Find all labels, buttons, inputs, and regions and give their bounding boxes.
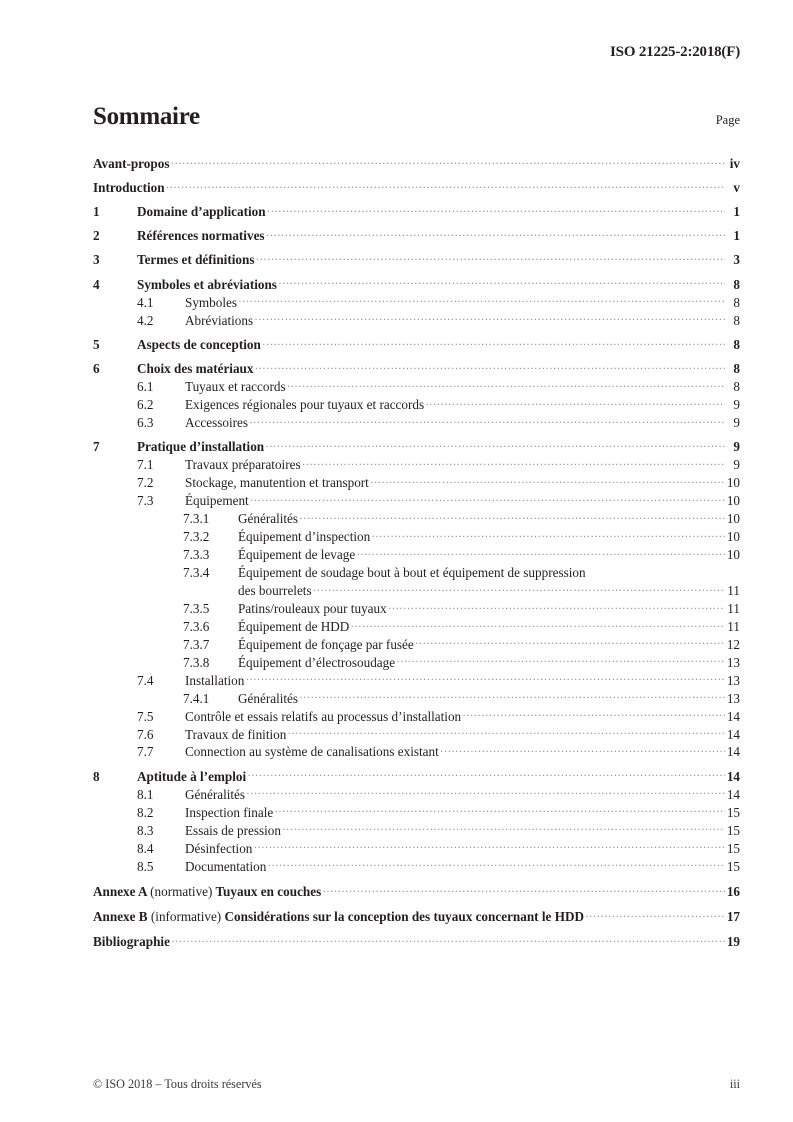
toc-entry-6-3[interactable] — [93, 414, 740, 430]
toc-entry-label: Patins/rouleaux pour tuyaux — [238, 600, 387, 616]
toc-entry-number: 2 — [93, 228, 100, 244]
toc-entry-page: 15 — [726, 804, 740, 820]
toc-leader-dots — [275, 803, 725, 816]
toc-entry-number: 7 — [93, 439, 100, 455]
toc-entry-label: Équipement d’électrosoudage — [238, 654, 396, 670]
toc-entry-label: Accessoires — [185, 414, 248, 430]
toc-entry-label: Introduction — [93, 179, 165, 195]
page-column-label: Page — [715, 113, 740, 127]
toc-entry-page: 14 — [726, 768, 740, 784]
toc-entry-number: 8.2 — [137, 804, 154, 820]
toc-leader-dots — [440, 743, 724, 756]
toc-entry-label: Abréviations — [185, 312, 254, 328]
page-footer — [93, 1077, 740, 1092]
toc-entry-bibliographie[interactable] — [93, 933, 740, 949]
toc-entry-label: Installation — [185, 672, 245, 688]
toc-entry-number: 7.5 — [137, 708, 154, 724]
toc-entry-7-3-3[interactable] — [93, 546, 740, 562]
toc-entry-number: 8 — [93, 768, 100, 784]
toc-entry-label: Références normatives — [137, 228, 265, 244]
toc-entry-number: 6.3 — [137, 414, 154, 430]
toc-entry-number: 7.3.4 — [183, 564, 210, 580]
toc-entry-page: 9 — [733, 439, 740, 455]
annex-prefix: Annexe A — [93, 883, 147, 899]
toc-entry-label: Avant-propos — [93, 156, 170, 172]
toc-entry-page: 10 — [726, 492, 740, 508]
toc-entry-number: 4.1 — [137, 294, 154, 310]
toc-leader-dots — [300, 510, 725, 523]
toc-entry-number: 6.1 — [137, 378, 154, 394]
toc-entry-avant-propos[interactable] — [93, 155, 740, 171]
toc-entry-page: 8 — [733, 336, 740, 352]
toc-entry-number: 7.3.7 — [183, 636, 210, 652]
toc-entry-page: 8 — [733, 378, 740, 394]
toc-entry-label: Travaux préparatoires — [185, 456, 301, 472]
toc-entry-label: Équipement de HDD — [238, 618, 350, 634]
toc-entry-label: Généralités — [185, 786, 246, 802]
toc-entry-label: Équipement d’inspection — [238, 528, 371, 544]
footer-page-number: iii — [729, 1077, 740, 1091]
toc-leader-dots — [282, 821, 724, 834]
toc-entry-page: 11 — [727, 600, 740, 616]
toc-entry-number: 7.4 — [137, 672, 154, 688]
toc-entry-4-1[interactable] — [93, 293, 740, 309]
toc-entry-page: 10 — [726, 546, 740, 562]
toc-leader-dots — [586, 908, 725, 921]
toc-entry-label: Travaux de finition — [185, 726, 287, 742]
toc-entry-introduction[interactable] — [93, 179, 740, 195]
toc-leader-dots — [372, 528, 725, 541]
toc-leader-dots — [239, 293, 725, 306]
toc-entry-label: Termes et définitions — [137, 252, 255, 268]
page-title: Sommaire — [93, 103, 200, 130]
toc-leader-dots — [313, 582, 724, 595]
annex-kind: (normative) — [150, 883, 213, 899]
toc-entry-7[interactable] — [93, 438, 740, 454]
toc-leader-dots — [267, 203, 724, 216]
toc-entry-label: Exigences régionales pour tuyaux et raccords — [185, 396, 425, 412]
toc-leader-dots — [288, 725, 725, 738]
toc-entry-number: 6 — [93, 360, 100, 376]
toc-entry-label: Équipement — [185, 492, 249, 508]
toc-entry-6[interactable] — [93, 360, 740, 376]
toc-title-row — [93, 104, 740, 129]
toc-entry-7-4[interactable] — [93, 671, 740, 687]
table-of-contents — [93, 155, 740, 949]
toc-leader-dots — [171, 933, 724, 946]
toc-entry-number: 7.3.2 — [183, 528, 210, 544]
toc-entry-page: 8 — [733, 294, 740, 310]
toc-leader-dots — [463, 707, 725, 720]
toc-entry-page: 1 — [733, 228, 740, 244]
toc-entry-5[interactable] — [93, 336, 740, 352]
toc-entry-number: 4 — [93, 276, 100, 292]
toc-entry-line-2 — [93, 582, 740, 598]
toc-leader-dots — [300, 689, 725, 702]
toc-entry-label: Inspection finale — [185, 804, 274, 820]
toc-entry-number: 7.7 — [137, 744, 154, 760]
toc-entry-label: Aptitude à l’emploi — [137, 768, 247, 784]
toc-entry-7-5[interactable] — [93, 707, 740, 723]
toc-entry-6-1[interactable] — [93, 378, 740, 394]
toc-entry-label: Choix des matériaux — [137, 360, 254, 376]
toc-leader-dots — [250, 492, 724, 505]
toc-leader-dots — [287, 378, 724, 391]
toc-leader-dots — [255, 360, 725, 373]
toc-entry-7-3-5[interactable] — [93, 600, 740, 616]
toc-entry-7-4-1[interactable] — [93, 689, 740, 705]
toc-leader-dots — [370, 474, 724, 487]
annex-title: Tuyaux en couches — [215, 883, 322, 899]
toc-entry-label: Documentation — [185, 858, 267, 874]
toc-entry-number: 7.4.1 — [183, 690, 210, 706]
toc-entry-label: Généralités — [238, 510, 299, 526]
toc-entry-7-7[interactable] — [93, 743, 740, 759]
toc-entry-label-continued: des bourrelets — [238, 582, 312, 598]
toc-entry-4-2[interactable] — [93, 311, 740, 327]
toc-leader-dots — [266, 438, 725, 451]
toc-entry-label: Équipement de fonçage par fusée — [238, 636, 414, 652]
toc-entry-7-1[interactable] — [93, 456, 740, 472]
toc-entry-page: 13 — [726, 672, 740, 688]
toc-leader-dots — [351, 618, 725, 631]
toc-entry-number: 7.1 — [137, 456, 154, 472]
copyright-notice: © ISO 2018 – Tous droits réservés — [93, 1077, 262, 1091]
toc-entry-page: iv — [729, 156, 740, 172]
toc-entry-page: 11 — [727, 618, 740, 634]
toc-leader-dots — [397, 653, 725, 666]
annex-kind: (informative) — [150, 909, 222, 925]
toc-entry-8-1[interactable] — [93, 785, 740, 801]
toc-entry-page: 15 — [726, 822, 740, 838]
toc-entry-8[interactable] — [93, 767, 740, 783]
toc-entry-page: 15 — [726, 840, 740, 856]
toc-entry-page: 14 — [726, 726, 740, 742]
toc-entry-number: 8.5 — [137, 858, 154, 874]
toc-entry-1[interactable] — [93, 203, 740, 219]
toc-entry-page: 1 — [733, 204, 740, 220]
toc-entry-7-6[interactable] — [93, 725, 740, 741]
toc-entry-page: 8 — [733, 360, 740, 376]
toc-entry-7-2[interactable] — [93, 474, 740, 490]
toc-entry-label: Désinfection — [185, 840, 253, 856]
toc-leader-dots — [388, 600, 724, 613]
toc-entry-page: 17 — [726, 909, 740, 925]
toc-entry-annexe-a[interactable] — [93, 883, 740, 899]
toc-leader-dots — [256, 251, 725, 264]
toc-leader-dots — [268, 857, 725, 870]
toc-entry-label: Stockage, manutention et transport — [185, 474, 369, 490]
toc-entry-page: 10 — [726, 528, 740, 544]
toc-entry-label: Connection au système de canalisations existant — [185, 744, 439, 760]
toc-entry-page: 15 — [726, 858, 740, 874]
toc-leader-dots — [247, 785, 725, 798]
annex-title: Considérations sur la conception des tuyaux concernant le HDD — [224, 909, 584, 925]
toc-entry-number: 7.3.8 — [183, 654, 210, 670]
toc-entry-page: 19 — [726, 934, 740, 950]
toc-entry-page: 12 — [726, 636, 740, 652]
toc-entry-page: 3 — [733, 252, 740, 268]
toc-entry-number: 7.2 — [137, 474, 154, 490]
toc-entry-number: 5 — [93, 336, 100, 352]
toc-entry-label — [93, 910, 584, 924]
toc-entry-page: 8 — [733, 312, 740, 328]
toc-entry-4[interactable] — [93, 275, 740, 291]
toc-leader-dots — [426, 396, 725, 409]
toc-leader-dots — [415, 635, 724, 648]
toc-entry-number: 6.2 — [137, 396, 154, 412]
toc-entry-7-3-2[interactable] — [93, 528, 740, 544]
toc-leader-dots — [323, 883, 725, 896]
toc-entry-label: Contrôle et essais relatifs au processus d’installation — [185, 708, 462, 724]
toc-entry-number: 7.6 — [137, 726, 154, 742]
toc-entry-label: Essais de pression — [185, 822, 281, 838]
toc-entry-label: Équipement de levage — [238, 546, 356, 562]
toc-entry-8-3[interactable] — [93, 821, 740, 837]
toc-entry-page: 9 — [733, 396, 740, 412]
toc-entry-2[interactable] — [93, 227, 740, 243]
toc-entry-label: Tuyaux et raccords — [185, 378, 286, 394]
toc-entry-number: 7.3.1 — [183, 510, 210, 526]
toc-leader-dots — [302, 456, 724, 469]
toc-entry-6-2[interactable] — [93, 396, 740, 412]
toc-leader-dots — [248, 767, 725, 780]
toc-entry-page: 9 — [733, 456, 740, 472]
toc-entry-label: Bibliographie — [93, 934, 170, 950]
toc-entry-label: Équipement de soudage bout à bout et équipement de suppression — [238, 564, 586, 580]
toc-entry-number: 8.1 — [137, 786, 154, 802]
toc-leader-dots — [254, 839, 725, 852]
toc-entry-7-3[interactable] — [93, 492, 740, 508]
toc-entry-page: 13 — [726, 690, 740, 706]
toc-leader-dots — [246, 671, 725, 684]
toc-leader-dots — [266, 227, 724, 240]
toc-entry-7-3-7[interactable] — [93, 635, 740, 651]
toc-entry-page: 14 — [726, 786, 740, 802]
toc-leader-dots — [166, 179, 724, 192]
toc-entry-number: 3 — [93, 252, 100, 268]
toc-leader-dots — [255, 311, 725, 324]
toc-entry-number: 7.3 — [137, 492, 154, 508]
toc-entry-label: Symboles — [185, 294, 238, 310]
toc-entry-8-4[interactable] — [93, 839, 740, 855]
toc-leader-dots — [249, 414, 724, 427]
toc-entry-7-3-8[interactable] — [93, 653, 740, 669]
toc-entry-page: 14 — [726, 744, 740, 760]
toc-entry-7-3-6[interactable] — [93, 618, 740, 634]
toc-entry-page: 9 — [733, 414, 740, 430]
toc-entry-number: 8.3 — [137, 822, 154, 838]
toc-entry-page: 10 — [726, 474, 740, 490]
toc-entry-number: 7.3.5 — [183, 600, 210, 616]
toc-entry-annexe-b[interactable] — [93, 908, 740, 924]
toc-entry-number: 7.3.6 — [183, 618, 210, 634]
toc-entry-page: 10 — [726, 510, 740, 526]
toc-leader-dots — [587, 564, 738, 577]
toc-entry-label: Généralités — [238, 690, 299, 706]
toc-entry-label: Aspects de conception — [137, 336, 261, 352]
toc-entry-3[interactable] — [93, 251, 740, 267]
toc-entry-8-2[interactable] — [93, 803, 740, 819]
toc-leader-dots — [357, 546, 725, 559]
toc-entry-number: 4.2 — [137, 312, 154, 328]
toc-leader-dots — [171, 155, 725, 168]
toc-entry-number: 7.3.3 — [183, 546, 210, 562]
toc-entry-number: 1 — [93, 204, 100, 220]
toc-entry-page: 8 — [733, 276, 740, 292]
toc-entry-page: 13 — [726, 654, 740, 670]
toc-entry-8-5[interactable] — [93, 857, 740, 873]
toc-entry-7-3-4[interactable] — [93, 564, 740, 598]
toc-entry-label: Pratique d’installation — [137, 439, 265, 455]
toc-entry-page: 14 — [726, 708, 740, 724]
toc-entry-number: 8.4 — [137, 840, 154, 856]
toc-entry-page: 16 — [726, 883, 740, 899]
toc-leader-dots — [278, 275, 724, 288]
annex-prefix: Annexe B — [93, 909, 148, 925]
document-identifier: ISO 21225-2:2018(F) — [610, 44, 740, 60]
toc-entry-label: Domaine d’application — [137, 204, 266, 220]
toc-entry-line-1 — [93, 564, 740, 580]
toc-entry-label — [93, 885, 321, 899]
toc-entry-page: v — [733, 179, 740, 195]
toc-entry-7-3-1[interactable] — [93, 510, 740, 526]
toc-entry-page: 11 — [727, 582, 740, 598]
toc-leader-dots — [262, 336, 724, 349]
toc-entry-label: Symboles et abréviations — [137, 276, 277, 292]
